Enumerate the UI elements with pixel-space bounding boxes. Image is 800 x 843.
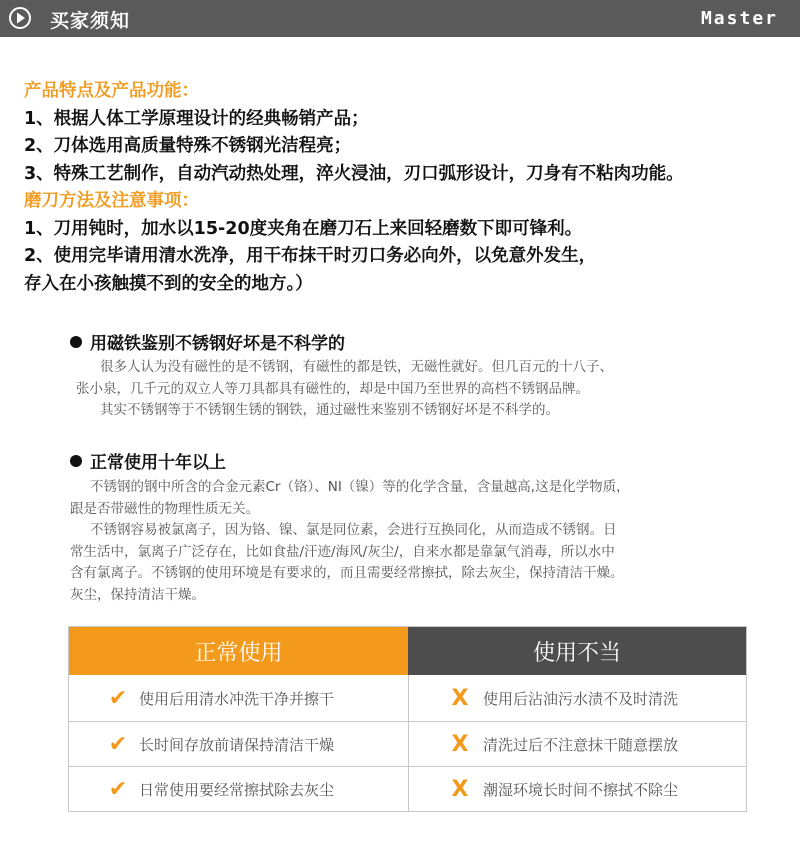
good-usage-text: 日常使用要经常擦拭除去灰尘 (139, 781, 335, 799)
bad-usage-text: 使用后沾油污水渍不及时清洗 (483, 690, 679, 708)
brand-name: Master (700, 8, 778, 29)
table-row-good (101, 722, 334, 767)
header-bar (0, 0, 800, 37)
bad-usage-header: 使用不当 (408, 627, 746, 675)
sharpening-item: 存入在小孩触摸不到的安全的地方。） (24, 273, 313, 294)
bad-usage-text: 清洗过后不注意抹干随意摆放 (483, 736, 679, 754)
good-usage-text: 使用后用清水冲洗干净并擦干 (139, 690, 335, 708)
sharpening-item: 2、使用完毕请用清水洗净，用干布抹干时刃口务必向外，以免意外发生， (24, 246, 597, 266)
checkmark-icon: ✔ (108, 686, 128, 711)
feature-item: 3、特殊工艺制作，自动汽动热处理，淬火浸油，刃口弧形设计，刀身有不粘肉功能。 (24, 163, 684, 184)
cross-icon: X (451, 732, 469, 757)
header-title: 买家须知 (50, 10, 131, 32)
table-row-bad (443, 722, 678, 767)
paragraph-line: 很多人认为没有磁性的是不锈钢，有磁性的都是铁，无磁性就好。但几百元的十八子、 (100, 359, 613, 375)
paragraph-line: 张小泉，几千元的双立人等刀具都具有磁性的，却是中国乃至世界的高档不锈钢品牌。 (76, 380, 589, 397)
section-title (70, 333, 770, 355)
cross-icon: X (451, 777, 469, 802)
sharpening-heading: 磨刀方法及注意事项： (24, 191, 199, 211)
usage-table (68, 626, 747, 812)
paragraph-line: 灰尘，保持清洁干燥。 (70, 586, 205, 603)
decade-section (70, 452, 770, 606)
paragraph-line: 不锈钢容易被氯离子，因为铬、镍、氯是同位素，会进行互换同化，从而造成不锈钢。日 (90, 522, 617, 538)
bullet-icon (70, 336, 82, 348)
paragraph-line: 含有氯离子。不锈钢的使用环境是有要求的，而且需要经常擦拭，除去灰尘，保持清洁干燥。 (70, 565, 624, 581)
bullet-icon (70, 455, 82, 467)
section-title (70, 452, 770, 474)
column-divider (408, 675, 409, 812)
sharpening-item: 1、刀用钝时，加水以15-20度夹角在磨刀石上来回轻磨数下即可锋利。 (24, 218, 583, 239)
features-heading: 产品特点及产品功能： (24, 81, 199, 101)
paragraph-line: 常生活中，氯离子广泛存在，比如食盐/汗迹/海风/灰尘/，自来水都是靠氯气消毒，所以水中 (70, 543, 615, 560)
decade-title: 正常使用十年以上 (90, 453, 226, 473)
good-usage-text: 长时间存放前请保持清洁干燥 (139, 736, 335, 754)
paragraph-line: 跟是否带磁性的物理性质无关。 (70, 500, 259, 517)
magnet-section (70, 333, 770, 422)
table-row-bad (443, 676, 678, 721)
checkmark-icon: ✔ (108, 777, 128, 802)
feature-item: 2、刀体选用高质量特殊不锈钢光洁程亮； (24, 136, 352, 156)
checkmark-icon: ✔ (108, 732, 128, 757)
table-row-good (101, 767, 334, 812)
paragraph-line: 不锈钢的钢中所含的合金元素Cr（铬）、NI（镍）等的化学含量，含量越高,这是化学物质， (90, 479, 630, 495)
bad-usage-text: 潮湿环境长时间不擦拭不除尘 (483, 781, 679, 799)
paragraph-line: 其实不锈钢等于不锈钢生锈的钢铁，通过磁性来鉴别不锈钢好坏是不科学的。 (100, 402, 559, 418)
feature-item: 1、根据人体工学原理设计的经典畅销产品； (24, 108, 369, 129)
play-circle-icon (8, 6, 32, 30)
good-usage-header: 正常使用 (69, 627, 408, 675)
product-features (24, 78, 794, 298)
table-row-bad (443, 767, 678, 812)
magnet-title: 用磁铁鉴别不锈钢好坏是不科学的 (90, 334, 345, 354)
table-row-good (101, 676, 334, 721)
cross-icon: X (451, 686, 469, 711)
